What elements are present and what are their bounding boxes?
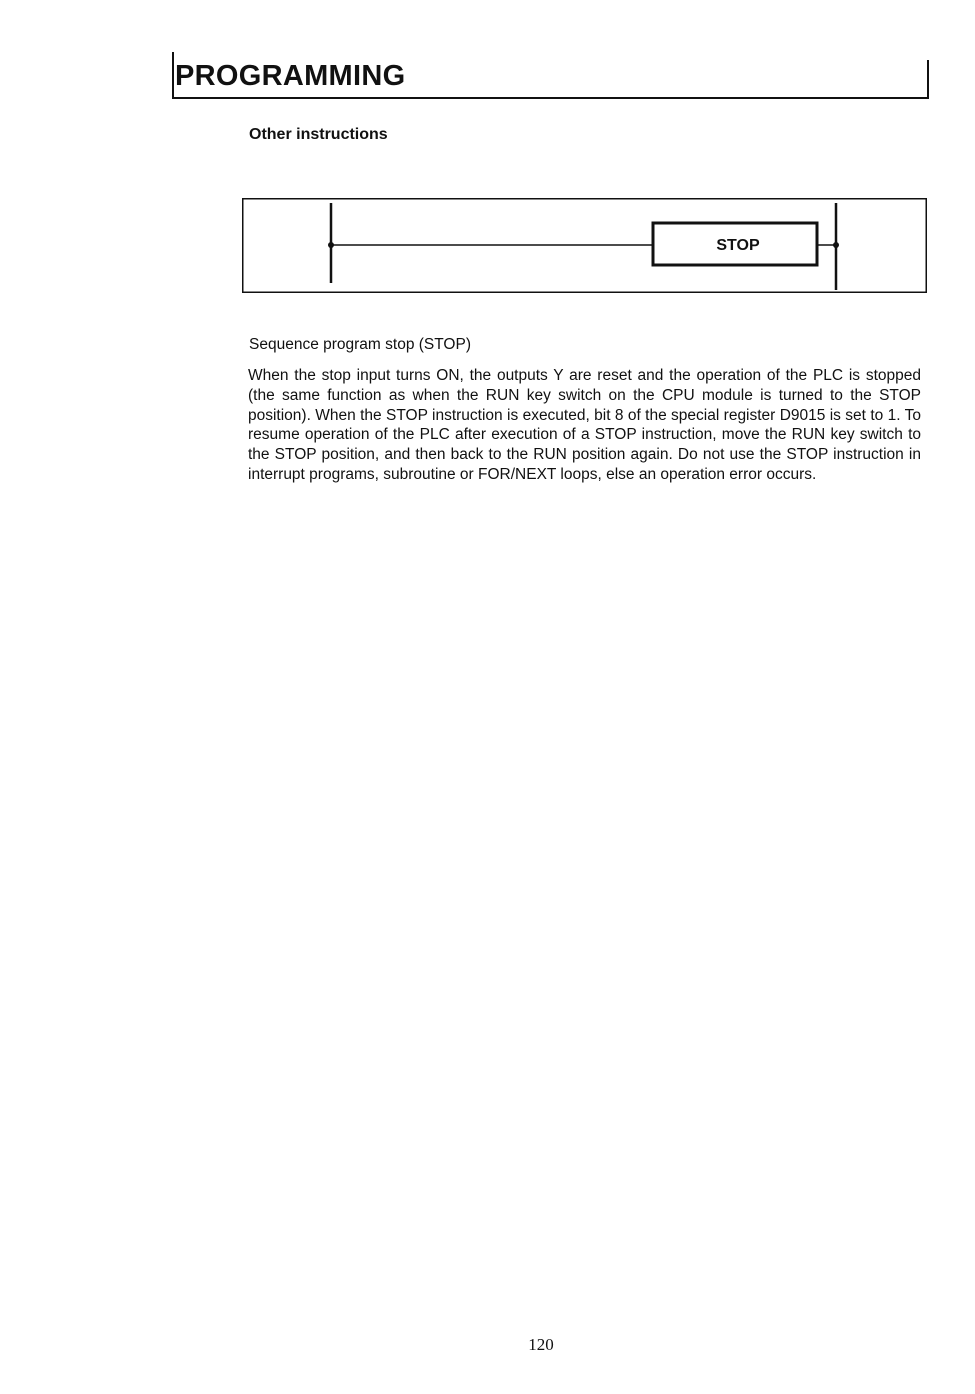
instruction-description: When the stop input turns ON, the outputs Y are reset and the operation of the PLC is stopped (the same function as when the RUN key switch on the CPU module is turned to the STOP position). When the STOP instruction is executed, bit 8 of the special register D9015 is set to 1. To resume operation of the PLC after execution of a STOP instruction, move the RUN key switch to the STOP position, and then back to the RUN position again. Do not use the STOP instruction in interrupt programs, subroutine or FOR/NEXT loops, else an operation error occurs. (248, 367, 921, 483)
page-number: 120 (528, 1335, 554, 1354)
instruction-caption: Sequence program stop (STOP) (249, 336, 471, 353)
header-left-tick (172, 52, 174, 98)
stop-instruction-label: STOP (716, 237, 760, 254)
page-title: PROGRAMMING (175, 60, 406, 92)
section-heading: Other instructions (249, 126, 388, 143)
rung-end-node (833, 242, 839, 248)
header-right-tick (927, 60, 929, 99)
ladder-diagram (242, 198, 927, 293)
header-rule (172, 97, 929, 99)
